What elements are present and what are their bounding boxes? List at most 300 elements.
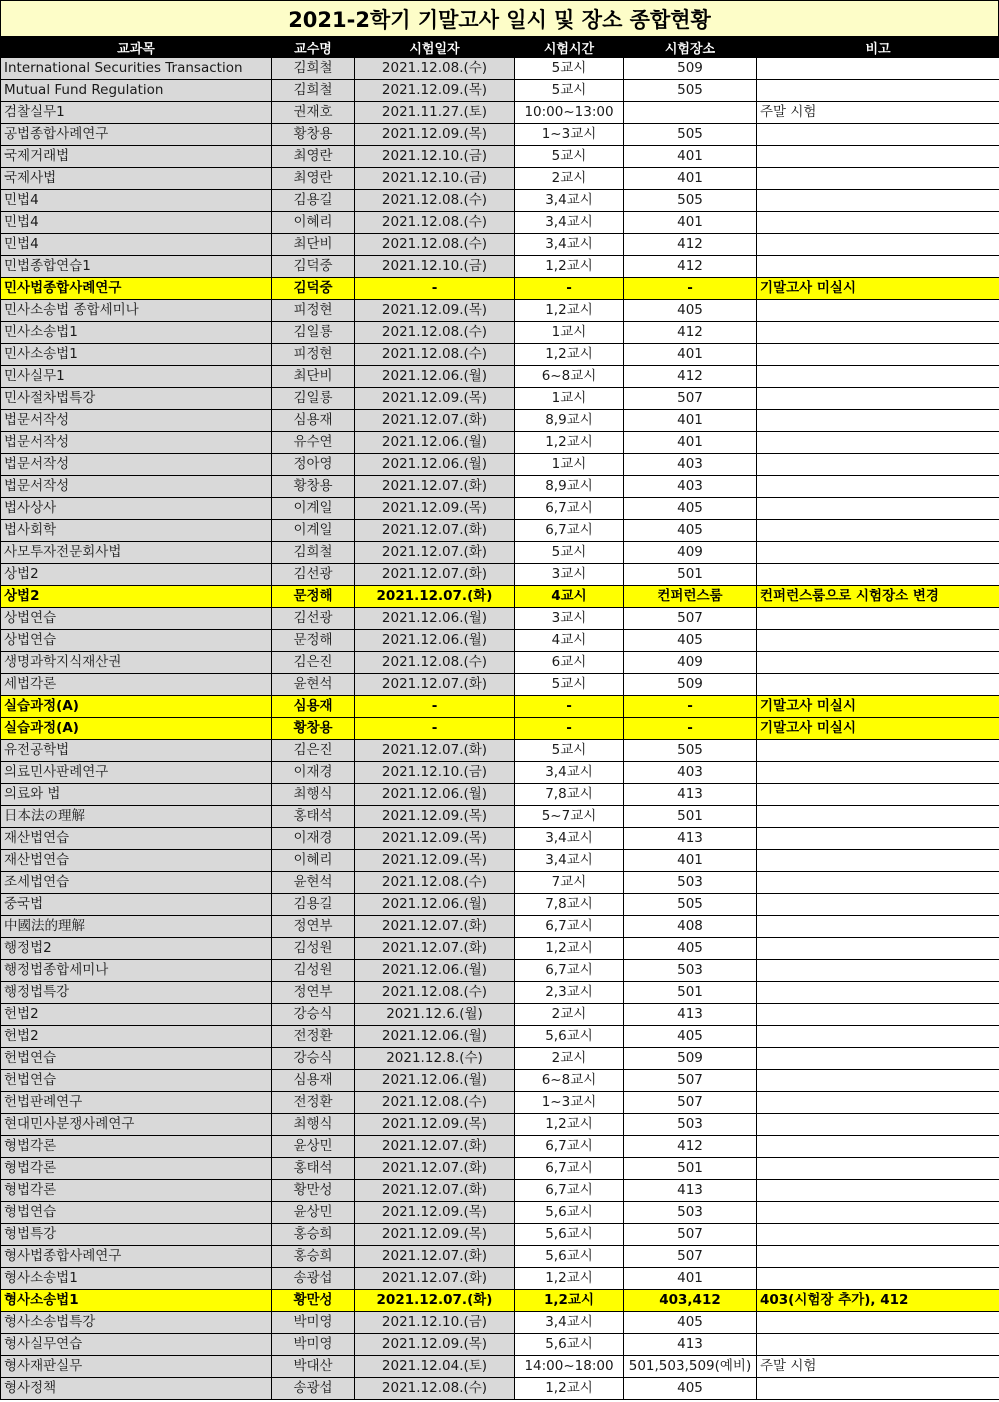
cell-time[interactable]: 6,7교시 <box>515 1158 624 1180</box>
cell-room[interactable]: 505 <box>624 80 757 102</box>
cell-subject[interactable]: 형법각론 <box>1 1136 272 1158</box>
cell-room[interactable]: 405 <box>624 1378 757 1400</box>
cell-time[interactable]: 1,2교시 <box>515 938 624 960</box>
cell-note[interactable] <box>757 762 999 784</box>
cell-subject[interactable]: 상법2 <box>1 586 272 608</box>
cell-date[interactable]: 2021.12.10.(금) <box>355 256 515 278</box>
cell-time[interactable]: 5교시 <box>515 740 624 762</box>
cell-room[interactable]: 408 <box>624 916 757 938</box>
cell-professor[interactable]: 피정현 <box>272 344 355 366</box>
cell-note[interactable] <box>757 982 999 1004</box>
cell-time[interactable]: - <box>515 696 624 718</box>
cell-note[interactable] <box>757 652 999 674</box>
cell-date[interactable]: 2021.12.09.(목) <box>355 1224 515 1246</box>
cell-note[interactable] <box>757 1026 999 1048</box>
cell-professor[interactable]: 정연부 <box>272 982 355 1004</box>
cell-time[interactable]: 6,7교시 <box>515 1136 624 1158</box>
cell-subject[interactable]: 유전공학법 <box>1 740 272 762</box>
cell-time[interactable]: 3,4교시 <box>515 828 624 850</box>
cell-room[interactable]: 507 <box>624 1092 757 1114</box>
cell-room[interactable]: 401 <box>624 1268 757 1290</box>
cell-professor[interactable]: 황창용 <box>272 718 355 740</box>
cell-professor[interactable]: 강승식 <box>272 1004 355 1026</box>
cell-date[interactable]: 2021.12.09.(목) <box>355 1334 515 1356</box>
cell-note[interactable] <box>757 542 999 564</box>
cell-subject[interactable]: 의료와 법 <box>1 784 272 806</box>
cell-note[interactable] <box>757 894 999 916</box>
cell-subject[interactable]: 헌법2 <box>1 1026 272 1048</box>
cell-date[interactable]: 2021.12.06.(월) <box>355 1026 515 1048</box>
cell-subject[interactable]: 실습과정(A) <box>1 718 272 740</box>
cell-date[interactable]: 2021.12.07.(화) <box>355 1180 515 1202</box>
cell-note[interactable] <box>757 366 999 388</box>
cell-professor[interactable]: 윤상민 <box>272 1202 355 1224</box>
cell-professor[interactable]: 황창용 <box>272 124 355 146</box>
cell-date[interactable]: 2021.12.06.(월) <box>355 784 515 806</box>
cell-room[interactable]: 413 <box>624 828 757 850</box>
cell-subject[interactable]: 형사소송법1 <box>1 1290 272 1312</box>
cell-subject[interactable]: 세법각론 <box>1 674 272 696</box>
cell-room[interactable]: 501 <box>624 806 757 828</box>
cell-professor[interactable]: 홍승희 <box>272 1224 355 1246</box>
cell-professor[interactable]: 이재경 <box>272 828 355 850</box>
cell-subject[interactable]: 헌법판례연구 <box>1 1092 272 1114</box>
cell-note[interactable]: 기말고사 미실시 <box>757 718 999 740</box>
cell-time[interactable]: 8,9교시 <box>515 410 624 432</box>
cell-subject[interactable]: 민사소송법1 <box>1 344 272 366</box>
cell-time[interactable]: 5교시 <box>515 58 624 80</box>
cell-date[interactable]: 2021.12.10.(금) <box>355 168 515 190</box>
cell-date[interactable]: 2021.12.10.(금) <box>355 762 515 784</box>
cell-note[interactable] <box>757 1268 999 1290</box>
cell-professor[interactable]: 피정현 <box>272 300 355 322</box>
cell-professor[interactable]: 최영란 <box>272 146 355 168</box>
cell-room[interactable]: 412 <box>624 256 757 278</box>
cell-subject[interactable]: 생명과학지식재산권 <box>1 652 272 674</box>
cell-professor[interactable]: 최단비 <box>272 234 355 256</box>
cell-professor[interactable]: 박미영 <box>272 1334 355 1356</box>
cell-room[interactable]: 401 <box>624 212 757 234</box>
cell-room[interactable]: 413 <box>624 784 757 806</box>
cell-date[interactable]: 2021.12.07.(화) <box>355 916 515 938</box>
cell-professor[interactable]: 정아영 <box>272 454 355 476</box>
cell-time[interactable]: 5교시 <box>515 674 624 696</box>
cell-time[interactable]: 1~3교시 <box>515 124 624 146</box>
cell-time[interactable]: 8,9교시 <box>515 476 624 498</box>
cell-date[interactable]: 2021.12.09.(목) <box>355 1202 515 1224</box>
cell-date[interactable]: 2021.12.6.(월) <box>355 1004 515 1026</box>
cell-date[interactable]: - <box>355 718 515 740</box>
cell-subject[interactable]: 법문서작성 <box>1 432 272 454</box>
cell-time[interactable]: 3,4교시 <box>515 1312 624 1334</box>
cell-subject[interactable]: 中國法的理解 <box>1 916 272 938</box>
cell-date[interactable]: - <box>355 278 515 300</box>
cell-professor[interactable]: 홍승희 <box>272 1246 355 1268</box>
cell-date[interactable]: 2021.12.10.(금) <box>355 146 515 168</box>
cell-subject[interactable]: 형사정책 <box>1 1378 272 1400</box>
cell-date[interactable]: 2021.11.27.(토) <box>355 102 515 124</box>
cell-room[interactable]: 507 <box>624 1070 757 1092</box>
cell-subject[interactable]: 형사실무연습 <box>1 1334 272 1356</box>
cell-time[interactable]: 5,6교시 <box>515 1202 624 1224</box>
cell-subject[interactable]: 행정법특강 <box>1 982 272 1004</box>
cell-date[interactable]: 2021.12.07.(화) <box>355 1158 515 1180</box>
cell-subject[interactable]: 형법각론 <box>1 1158 272 1180</box>
cell-professor[interactable]: 윤현석 <box>272 872 355 894</box>
cell-room[interactable]: 403 <box>624 454 757 476</box>
cell-room[interactable]: 405 <box>624 630 757 652</box>
cell-subject[interactable]: 법문서작성 <box>1 410 272 432</box>
cell-room[interactable]: 503 <box>624 1114 757 1136</box>
cell-note[interactable] <box>757 608 999 630</box>
cell-professor[interactable]: 김덕중 <box>272 278 355 300</box>
cell-subject[interactable]: 민사실무1 <box>1 366 272 388</box>
cell-professor[interactable]: 홍태석 <box>272 806 355 828</box>
cell-note[interactable] <box>757 806 999 828</box>
cell-note[interactable] <box>757 1224 999 1246</box>
cell-professor[interactable]: 박대산 <box>272 1356 355 1378</box>
cell-subject[interactable]: 민법4 <box>1 190 272 212</box>
cell-room[interactable]: 507 <box>624 608 757 630</box>
cell-professor[interactable]: 김희철 <box>272 542 355 564</box>
cell-professor[interactable]: 황만성 <box>272 1180 355 1202</box>
cell-subject[interactable]: 헌법연습 <box>1 1070 272 1092</box>
cell-professor[interactable]: 이계일 <box>272 498 355 520</box>
cell-subject[interactable]: 국제거래법 <box>1 146 272 168</box>
cell-subject[interactable]: 중국법 <box>1 894 272 916</box>
cell-time[interactable]: 6,7교시 <box>515 916 624 938</box>
cell-time[interactable]: 1,2교시 <box>515 1290 624 1312</box>
cell-subject[interactable]: 법문서작성 <box>1 476 272 498</box>
cell-professor[interactable]: 송광섭 <box>272 1378 355 1400</box>
cell-time[interactable]: 6,7교시 <box>515 498 624 520</box>
cell-professor[interactable]: 심용재 <box>272 696 355 718</box>
cell-note[interactable] <box>757 146 999 168</box>
cell-room[interactable]: - <box>624 718 757 740</box>
cell-professor[interactable]: 심용재 <box>272 410 355 432</box>
cell-subject[interactable]: 日本法の理解 <box>1 806 272 828</box>
cell-room[interactable]: 403 <box>624 762 757 784</box>
cell-note[interactable]: 기말고사 미실시 <box>757 696 999 718</box>
cell-note[interactable] <box>757 256 999 278</box>
cell-time[interactable]: 6교시 <box>515 652 624 674</box>
cell-subject[interactable]: 공법종합사례연구 <box>1 124 272 146</box>
cell-professor[interactable]: 김희철 <box>272 80 355 102</box>
cell-note[interactable] <box>757 454 999 476</box>
cell-time[interactable]: 4교시 <box>515 630 624 652</box>
cell-subject[interactable]: 상법연습 <box>1 630 272 652</box>
cell-time[interactable]: 3,4교시 <box>515 212 624 234</box>
cell-note[interactable] <box>757 1202 999 1224</box>
cell-professor[interactable]: 김은진 <box>272 740 355 762</box>
cell-note[interactable] <box>757 872 999 894</box>
cell-time[interactable]: 1교시 <box>515 388 624 410</box>
cell-date[interactable]: 2021.12.07.(화) <box>355 476 515 498</box>
cell-room[interactable]: 403,412 <box>624 1290 757 1312</box>
cell-note[interactable]: 컨퍼런스룸으로 시험장소 변경 <box>757 586 999 608</box>
cell-subject[interactable]: Mutual Fund Regulation <box>1 80 272 102</box>
cell-professor[interactable]: 전정환 <box>272 1092 355 1114</box>
cell-time[interactable]: 1,2교시 <box>515 1378 624 1400</box>
cell-date[interactable]: 2021.12.08.(수) <box>355 212 515 234</box>
cell-professor[interactable]: 김덕중 <box>272 256 355 278</box>
cell-note[interactable] <box>757 630 999 652</box>
cell-room[interactable]: 503 <box>624 872 757 894</box>
cell-date[interactable]: 2021.12.07.(화) <box>355 1290 515 1312</box>
cell-time[interactable]: 3,4교시 <box>515 190 624 212</box>
cell-date[interactable]: 2021.12.08.(수) <box>355 322 515 344</box>
cell-subject[interactable]: 조세법연습 <box>1 872 272 894</box>
cell-subject[interactable]: 상법2 <box>1 564 272 586</box>
cell-date[interactable]: 2021.12.09.(목) <box>355 828 515 850</box>
cell-note[interactable] <box>757 300 999 322</box>
cell-time[interactable]: 1,2교시 <box>515 344 624 366</box>
cell-subject[interactable]: 형법연습 <box>1 1202 272 1224</box>
cell-room[interactable]: 413 <box>624 1334 757 1356</box>
cell-room[interactable]: 503 <box>624 1202 757 1224</box>
cell-time[interactable]: 5,6교시 <box>515 1224 624 1246</box>
cell-note[interactable] <box>757 476 999 498</box>
cell-room[interactable]: 505 <box>624 740 757 762</box>
cell-room[interactable]: - <box>624 696 757 718</box>
cell-date[interactable]: 2021.12.06.(월) <box>355 432 515 454</box>
cell-subject[interactable]: 사모투자전문회사법 <box>1 542 272 564</box>
cell-subject[interactable]: 형법특강 <box>1 1224 272 1246</box>
cell-note[interactable] <box>757 1180 999 1202</box>
cell-professor[interactable]: 유수연 <box>272 432 355 454</box>
cell-room[interactable]: 412 <box>624 234 757 256</box>
cell-note[interactable] <box>757 1048 999 1070</box>
cell-note[interactable] <box>757 322 999 344</box>
cell-time[interactable]: 5,6교시 <box>515 1246 624 1268</box>
cell-time[interactable]: 1,2교시 <box>515 432 624 454</box>
cell-date[interactable]: 2021.12.07.(화) <box>355 1136 515 1158</box>
cell-note[interactable] <box>757 388 999 410</box>
cell-room[interactable]: - <box>624 278 757 300</box>
cell-professor[interactable]: 김성원 <box>272 960 355 982</box>
cell-time[interactable]: 1교시 <box>515 454 624 476</box>
cell-date[interactable]: 2021.12.07.(화) <box>355 1246 515 1268</box>
cell-note[interactable] <box>757 124 999 146</box>
cell-date[interactable]: 2021.12.09.(목) <box>355 300 515 322</box>
cell-date[interactable]: 2021.12.07.(화) <box>355 542 515 564</box>
cell-room[interactable]: 405 <box>624 1312 757 1334</box>
cell-room[interactable]: 505 <box>624 124 757 146</box>
cell-professor[interactable]: 심용재 <box>272 1070 355 1092</box>
cell-professor[interactable]: 김성원 <box>272 938 355 960</box>
cell-professor[interactable]: 최영란 <box>272 168 355 190</box>
cell-time[interactable]: - <box>515 278 624 300</box>
cell-note[interactable] <box>757 1334 999 1356</box>
cell-subject[interactable]: 검찰실무1 <box>1 102 272 124</box>
cell-date[interactable]: 2021.12.06.(월) <box>355 366 515 388</box>
cell-time[interactable]: 1,2교시 <box>515 256 624 278</box>
cell-time[interactable]: 6,7교시 <box>515 1180 624 1202</box>
cell-time[interactable]: 3,4교시 <box>515 850 624 872</box>
cell-subject[interactable]: 실습과정(A) <box>1 696 272 718</box>
cell-time[interactable]: 6,7교시 <box>515 520 624 542</box>
cell-time[interactable]: 6~8교시 <box>515 1070 624 1092</box>
cell-room[interactable]: 505 <box>624 190 757 212</box>
cell-note[interactable] <box>757 80 999 102</box>
cell-subject[interactable]: 민사법종합사례연구 <box>1 278 272 300</box>
cell-professor[interactable]: 김용길 <box>272 894 355 916</box>
cell-time[interactable]: 6,7교시 <box>515 960 624 982</box>
cell-note[interactable] <box>757 410 999 432</box>
cell-room[interactable]: 405 <box>624 300 757 322</box>
cell-date[interactable]: 2021.12.08.(수) <box>355 652 515 674</box>
cell-room[interactable] <box>624 102 757 124</box>
cell-time[interactable]: 2,3교시 <box>515 982 624 1004</box>
cell-date[interactable]: 2021.12.09.(목) <box>355 80 515 102</box>
cell-date[interactable]: 2021.12.09.(목) <box>355 388 515 410</box>
cell-room[interactable]: 405 <box>624 520 757 542</box>
cell-note[interactable] <box>757 1312 999 1334</box>
cell-note[interactable] <box>757 1114 999 1136</box>
cell-time[interactable]: 5,6교시 <box>515 1334 624 1356</box>
cell-time[interactable]: 7,8교시 <box>515 784 624 806</box>
cell-professor[interactable]: 최행식 <box>272 784 355 806</box>
cell-time[interactable]: 6~8교시 <box>515 366 624 388</box>
cell-room[interactable]: 412 <box>624 322 757 344</box>
cell-subject[interactable]: 법문서작성 <box>1 454 272 476</box>
cell-date[interactable]: 2021.12.08.(수) <box>355 58 515 80</box>
cell-subject[interactable]: 행정법2 <box>1 938 272 960</box>
cell-room[interactable]: 412 <box>624 366 757 388</box>
cell-professor[interactable]: 황창용 <box>272 476 355 498</box>
cell-professor[interactable]: 전정환 <box>272 1026 355 1048</box>
cell-time[interactable]: 1,2교시 <box>515 1268 624 1290</box>
cell-room[interactable]: 컨퍼런스룸 <box>624 586 757 608</box>
cell-room[interactable]: 401 <box>624 168 757 190</box>
cell-date[interactable]: 2021.12.08.(수) <box>355 872 515 894</box>
cell-room[interactable]: 401 <box>624 850 757 872</box>
cell-subject[interactable]: International Securities Transaction <box>1 58 272 80</box>
cell-time[interactable]: 4교시 <box>515 586 624 608</box>
cell-date[interactable]: 2021.12.09.(목) <box>355 498 515 520</box>
cell-subject[interactable]: 재산법연습 <box>1 828 272 850</box>
cell-date[interactable]: 2021.12.08.(수) <box>355 344 515 366</box>
cell-date[interactable]: 2021.12.07.(화) <box>355 674 515 696</box>
cell-subject[interactable]: 상법연습 <box>1 608 272 630</box>
cell-room[interactable]: 405 <box>624 498 757 520</box>
cell-note[interactable] <box>757 520 999 542</box>
cell-professor[interactable]: 김선광 <box>272 564 355 586</box>
cell-professor[interactable]: 김일룡 <box>272 388 355 410</box>
cell-room[interactable]: 401 <box>624 432 757 454</box>
cell-note[interactable] <box>757 212 999 234</box>
cell-date[interactable]: 2021.12.09.(목) <box>355 1114 515 1136</box>
cell-note[interactable] <box>757 960 999 982</box>
cell-room[interactable]: 501 <box>624 982 757 1004</box>
cell-note[interactable] <box>757 1378 999 1400</box>
cell-time[interactable]: 2교시 <box>515 1004 624 1026</box>
cell-date[interactable]: 2021.12.09.(목) <box>355 124 515 146</box>
cell-room[interactable]: 413 <box>624 1004 757 1026</box>
cell-time[interactable]: 1~3교시 <box>515 1092 624 1114</box>
cell-room[interactable]: 507 <box>624 1224 757 1246</box>
cell-room[interactable]: 401 <box>624 410 757 432</box>
cell-date[interactable]: 2021.12.08.(수) <box>355 1378 515 1400</box>
cell-note[interactable] <box>757 498 999 520</box>
cell-subject[interactable]: 헌법연습 <box>1 1048 272 1070</box>
cell-subject[interactable]: 형법각론 <box>1 1180 272 1202</box>
cell-room[interactable]: 405 <box>624 938 757 960</box>
cell-time[interactable]: 3,4교시 <box>515 762 624 784</box>
cell-note[interactable] <box>757 1158 999 1180</box>
cell-subject[interactable]: 민법종합연습1 <box>1 256 272 278</box>
cell-professor[interactable]: 문정해 <box>272 586 355 608</box>
cell-subject[interactable]: 민사소송법1 <box>1 322 272 344</box>
cell-professor[interactable]: 이재경 <box>272 762 355 784</box>
cell-subject[interactable]: 형사소송법특강 <box>1 1312 272 1334</box>
cell-subject[interactable]: 의료민사판례연구 <box>1 762 272 784</box>
cell-date[interactable]: 2021.12.07.(화) <box>355 1268 515 1290</box>
cell-note[interactable] <box>757 828 999 850</box>
cell-time[interactable]: - <box>515 718 624 740</box>
cell-professor[interactable]: 최단비 <box>272 366 355 388</box>
cell-professor[interactable]: 김선광 <box>272 608 355 630</box>
cell-date[interactable]: 2021.12.04.(토) <box>355 1356 515 1378</box>
cell-date[interactable]: 2021.12.07.(화) <box>355 938 515 960</box>
cell-room[interactable]: 409 <box>624 542 757 564</box>
cell-time[interactable]: 14:00~18:00 <box>515 1356 624 1378</box>
cell-date[interactable]: 2021.12.06.(월) <box>355 1070 515 1092</box>
cell-room[interactable]: 507 <box>624 1246 757 1268</box>
cell-professor[interactable]: 문정해 <box>272 630 355 652</box>
cell-note[interactable]: 주말 시험 <box>757 1356 999 1378</box>
cell-time[interactable]: 5교시 <box>515 80 624 102</box>
cell-date[interactable]: 2021.12.07.(화) <box>355 740 515 762</box>
cell-subject[interactable]: 국제사법 <box>1 168 272 190</box>
cell-note[interactable] <box>757 234 999 256</box>
cell-professor[interactable]: 송광섭 <box>272 1268 355 1290</box>
cell-room[interactable]: 405 <box>624 1026 757 1048</box>
cell-date[interactable]: 2021.12.06.(월) <box>355 630 515 652</box>
cell-subject[interactable]: 법사상사 <box>1 498 272 520</box>
cell-subject[interactable]: 법사회학 <box>1 520 272 542</box>
cell-date[interactable]: 2021.12.06.(월) <box>355 894 515 916</box>
cell-room[interactable]: 501 <box>624 564 757 586</box>
cell-room[interactable]: 501,503,509(예비) <box>624 1356 757 1378</box>
cell-date[interactable]: 2021.12.10.(금) <box>355 1312 515 1334</box>
cell-note[interactable] <box>757 564 999 586</box>
cell-note[interactable] <box>757 344 999 366</box>
cell-note[interactable]: 403(시험장 추가), 412 <box>757 1290 999 1312</box>
cell-subject[interactable]: 헌법2 <box>1 1004 272 1026</box>
cell-professor[interactable]: 정연부 <box>272 916 355 938</box>
cell-date[interactable]: 2021.12.8.(수) <box>355 1048 515 1070</box>
cell-professor[interactable]: 황만성 <box>272 1290 355 1312</box>
cell-time[interactable]: 7교시 <box>515 872 624 894</box>
cell-room[interactable]: 509 <box>624 58 757 80</box>
cell-professor[interactable]: 이혜리 <box>272 850 355 872</box>
cell-time[interactable]: 5,6교시 <box>515 1026 624 1048</box>
cell-note[interactable] <box>757 58 999 80</box>
cell-time[interactable]: 5교시 <box>515 146 624 168</box>
cell-date[interactable]: 2021.12.08.(수) <box>355 234 515 256</box>
cell-room[interactable]: 501 <box>624 1158 757 1180</box>
cell-professor[interactable]: 박미영 <box>272 1312 355 1334</box>
cell-note[interactable] <box>757 850 999 872</box>
cell-date[interactable]: 2021.12.06.(월) <box>355 608 515 630</box>
cell-subject[interactable]: 민사절차법특강 <box>1 388 272 410</box>
cell-room[interactable]: 509 <box>624 674 757 696</box>
cell-room[interactable]: 509 <box>624 1048 757 1070</box>
cell-note[interactable] <box>757 168 999 190</box>
cell-room[interactable]: 507 <box>624 388 757 410</box>
cell-date[interactable]: 2021.12.07.(화) <box>355 520 515 542</box>
